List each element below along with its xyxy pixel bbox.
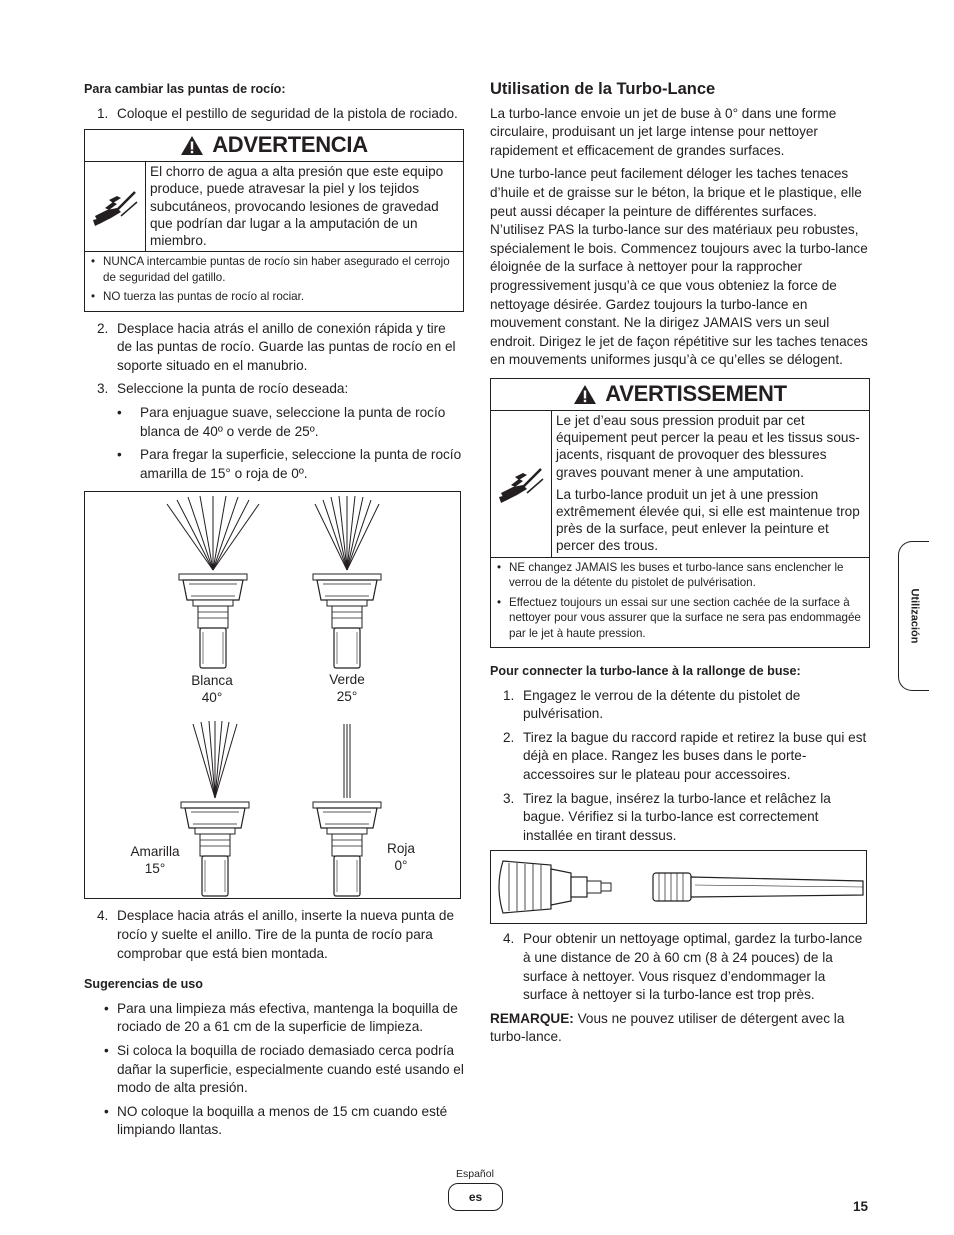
list-item: • Para una limpieza más efectiva, mantenga la boquilla de rociado de 20 a 61 cm de la superficie de limpieza.: [104, 1000, 458, 1035]
right-column: [490, 80, 870, 1052]
language-badge: es: [448, 1183, 503, 1211]
high-pressure-injection-icon: [85, 162, 146, 251]
step-1: 1. Coloque el pestillo de seguridad de la pistola de rociado.: [97, 105, 458, 121]
warning-triangle-icon: [573, 384, 597, 405]
nozzle-caption-blanca: Blanca 40°: [191, 673, 233, 706]
warning-bullet: • NUNCA intercambie puntas de rocío sin haber asegurado el cerrojo de seguridad del gatillo.: [91, 255, 450, 284]
warning-bullets: [491, 558, 869, 648]
paragraph: La turbo-lance envoie un jet de buse à 0° dans une forme circulaire, produisant un jet large intense pour nettoyer rapidement et efficacement de grandes surfaces.: [490, 105, 837, 158]
connect-heading: Pour connecter la turbo-lance à la rallonge de buse:: [490, 664, 801, 679]
change-tips-heading: Para cambiar las puntas de rocío:: [84, 82, 286, 96]
warning-triangle-icon: [180, 135, 204, 156]
warning-title: ADVERTENCIA: [212, 132, 368, 158]
step-3-options: [84, 404, 464, 483]
warning-title: AVERTISSEMENT: [605, 381, 787, 407]
list-item: • NO coloque la boquilla a menos de 15 cm cuando esté limpiando llantas.: [104, 1103, 448, 1138]
nozzle-caption-roja: Roja 0°: [387, 841, 415, 874]
step-3: 3. Seleccione la punta de rocío deseada:: [97, 381, 349, 397]
paragraph: Une turbo-lance peut facilement déloger les taches tenaces d’huile et de graisse sur le béton, la brique et le plastique, elle peut aussi décaper la peinture de différentes surfaces. N’utilisez PAS la turbo-lance sur des matériaux peu robustes, spécialement le bois. Commencez toujours avec la turbo-lance éloignée de la surface à nettoyer pour la rapprocher progressivement jusqu’à ce que vous obteniez la force de nettoyage désirée. Gardez toujours la turbo-lance en mouvement constant. Ne la dirigez JAMAIS vers un seul endroit. Dirigez le jet de façon répétitive sur les taches tenaces en mouvements uniformes jusqu’à ce qu’elles se délogent.: [490, 166, 868, 368]
page-number: 15: [853, 1199, 869, 1214]
change-tips-steps: [84, 105, 464, 124]
tips-heading: Sugerencias de uso: [84, 977, 203, 992]
advertencia-box: [84, 129, 464, 312]
note-text: Vous ne pouvez utiliser de détergent avec la turbo-lance.: [490, 1010, 845, 1045]
spray-tips-illustration: [85, 492, 460, 898]
list-item: • Para enjuague suave, seleccione la punta de rocío blanca de 40º o verde de 25º.: [117, 405, 446, 439]
warning-bullets: [85, 252, 463, 311]
warning-header: [85, 130, 463, 162]
section-side-tab: [898, 541, 929, 691]
section-title: Utilisation de la Turbo-Lance: [490, 80, 716, 98]
tips-list: [84, 1000, 464, 1140]
high-pressure-injection-icon: [491, 411, 552, 557]
spray-tips-figure: [84, 491, 461, 899]
warning-text: El chorro de agua a alta presión que este equipo produce, puede atravesar la piel y los tejidos subcutáneos, provocando lesiones de gravedad que podrían dar lugar a la amputación de un miembro.: [150, 164, 444, 248]
step-3: 3. Tirez la bague, insérez la turbo-lance et relâchez la bague. Vérifiez si la turbo-lance est correctement installée en tirant dessus.: [503, 790, 831, 843]
warning-text: Le jet d’eau sous pression produit par cet équipement peut percer la peau et les tissus sous-jacents, risquant de provoquer des blessures graves pouvant mener à une amputation.: [556, 412, 860, 480]
warning-bullet: • NE changez JAMAIS les buses et turbo-lance sans enclencher le verrou de la détente du pistolet de pulvérisation.: [497, 560, 844, 590]
avertissement-box: [490, 378, 870, 648]
step-2: 2. Tirez la bague du raccord rapide et retirez la buse qui est déjà en place. Rangez les buses dans le porte-accessoires sur le plateau pour accessoires.: [503, 729, 867, 782]
warning-bullet: • Effectuez toujours un essai sur une section cachée de la surface à nettoyer pour vous assurer que la surface ne sera pas endommagée par le jet à haute pression.: [497, 595, 861, 640]
warning-header: [491, 379, 869, 411]
side-tab-label: Utilización: [908, 588, 921, 644]
footer-language: Español: [456, 1168, 494, 1180]
step-4: 4. Pour obtenir un nettoyage optimal, gardez la turbo-lance à une distance de 20 à 60 cm (8 à 24 pouces) de la surface à nettoyer. Vous risquez d’endommager la surface à nettoyer si la turbo-lance est trop près.: [503, 931, 863, 1003]
list-item: • Para fregar la superficie, seleccione la punta de rocío amarilla de 15° o roja de 0º.: [117, 447, 462, 481]
warning-text: La turbo-lance produit un jet à une pression extrêmement élevée qui, si elle est maintenue trop près de la surface, peut enlever la peinture et percer des trous.: [556, 486, 860, 554]
step-4: 4. Desplace hacia atrás el anillo, inserte la nueva punta de rocío y suelte el anillo. Tire de la punta de rocío para comprobar que está bien montada.: [97, 908, 455, 961]
list-item: • Si coloca la boquilla de rociado demasiado cerca podría dañar la superficie, especialmente cuando esté usando el modo de alta presión.: [104, 1043, 464, 1096]
turbo-lance-figure: [490, 850, 867, 924]
nozzle-caption-amarilla: Amarilla 15°: [130, 844, 180, 877]
nozzle-caption-verde: Verde 25°: [329, 672, 365, 705]
step-1: 1. Engagez le verrou de la détente du pistolet de pulvérisation.: [503, 687, 801, 722]
step-2: 2. Desplace hacia atrás el anillo de conexión rápida y tire de las puntas de rocío. Guarde las puntas de rocío en el soporte situado en el manubrio.: [97, 320, 456, 373]
left-column: [84, 80, 464, 1145]
note: [490, 1010, 870, 1047]
warning-bullet: • NO tuerza las puntas de rocío al rociar.: [91, 290, 305, 304]
turbo-lance-illustration: [491, 851, 866, 923]
note-label: REMARQUE:: [490, 1010, 574, 1026]
